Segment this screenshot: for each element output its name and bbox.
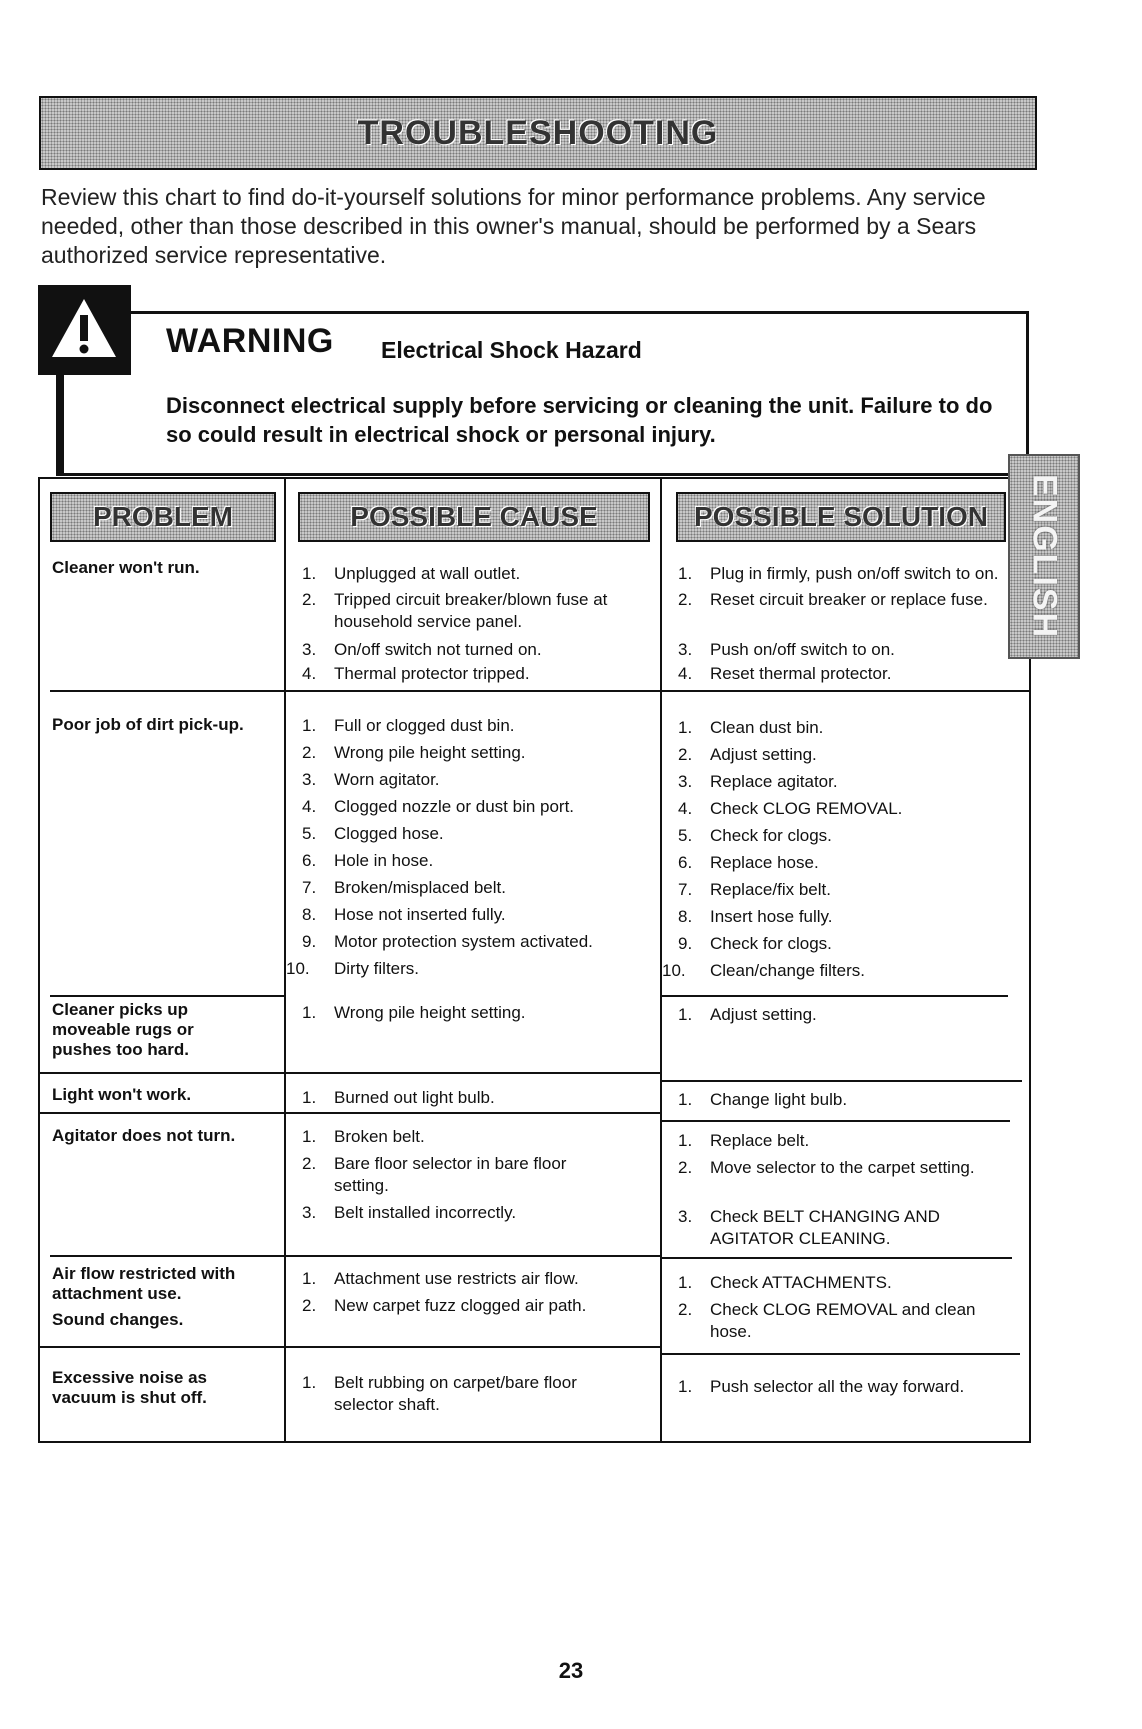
list-item-text: Worn agitator.: [334, 770, 440, 789]
list-item-number: 6.: [678, 853, 693, 872]
list-item: [678, 639, 1018, 661]
list-item: [302, 589, 642, 633]
list-item-number: 7.: [678, 880, 693, 899]
list-item: [302, 1268, 642, 1290]
problem-cell: Poor job of dirt pick-up.: [52, 715, 244, 734]
warning-triangle-icon: [50, 297, 118, 359]
list-item: [678, 798, 1018, 820]
list-item-text: Push on/off switch to on.: [710, 640, 895, 659]
list-item-number: 4.: [302, 664, 317, 683]
list-item-text: Replace belt.: [710, 1131, 810, 1150]
list-item-number: 9.: [678, 934, 693, 953]
warning-title: WARNING: [166, 322, 334, 360]
list-item: [678, 589, 1018, 611]
list-item: [302, 1295, 642, 1317]
row-divider: [660, 1353, 1020, 1355]
list-item-text: Check for clogs.: [710, 934, 832, 953]
list-item: [302, 715, 642, 737]
problem-cell: Light won't work.: [52, 1085, 192, 1104]
row-divider: [660, 995, 1008, 997]
problem-extra-text: Sound changes.: [52, 1310, 184, 1329]
list-item-text: Check CLOG REMOVAL and clean hose.: [710, 1300, 976, 1341]
row-divider: [50, 690, 284, 692]
row-divider: [50, 995, 284, 997]
problem-cell: Cleaner picks up moveable rugs or pushes too hard.: [52, 1000, 194, 1059]
list-item: [302, 1002, 642, 1024]
row-divider: [38, 1072, 660, 1074]
row-divider: [50, 1255, 284, 1257]
list-item: [678, 1299, 988, 1343]
list-item-text: On/off switch not turned on.: [334, 640, 542, 659]
list-item: [678, 663, 1018, 685]
solution-list: [678, 1272, 988, 1343]
problem-cell: Excessive noise as vacuum is shut off.: [52, 1368, 208, 1407]
list-item: [678, 852, 1018, 874]
warning-tab: [38, 285, 131, 375]
list-item-text: Broken belt.: [334, 1127, 425, 1146]
list-item-number: 2.: [302, 1154, 317, 1173]
list-item-text: Check BELT CHANGING AND AGITATOR CLEANING.: [710, 1207, 940, 1248]
intro-text: Review this chart to find do-it-yourself solutions for minor performance problems. Any service needed, other than those described in this owner's manual, should be performed by a Sears authorized service representative.: [41, 184, 986, 268]
list-item: [678, 1089, 1018, 1111]
list-item: [302, 639, 642, 661]
list-item: [678, 933, 1018, 955]
list-item-text: Dirty filters.: [334, 959, 419, 978]
list-item-number: 1.: [302, 1003, 317, 1022]
list-item-number: 1.: [302, 1373, 317, 1392]
list-item: [302, 796, 642, 818]
list-item: [302, 1087, 642, 1109]
list-item-number: 3.: [302, 1203, 317, 1222]
list-item-number: 3.: [678, 640, 693, 659]
list-item-number: 2.: [678, 1158, 693, 1177]
list-item-number: 7.: [302, 878, 317, 897]
header-problem-label: PROBLEM: [93, 501, 233, 532]
row-divider: [660, 1257, 1012, 1259]
list-item-text: Belt rubbing on carpet/bare floor selector shaft.: [334, 1373, 577, 1414]
list-item-text: Check CLOG REMOVAL.: [710, 799, 903, 818]
list-item: [662, 960, 1018, 982]
list-item: [302, 1372, 602, 1416]
list-item-text: Reset thermal protector.: [710, 664, 892, 683]
list-item-text: Push selector all the way forward.: [710, 1377, 965, 1396]
row-divider: [660, 1120, 1010, 1122]
list-item-number: 5.: [302, 824, 317, 843]
header-cause-label: POSSIBLE CAUSE: [350, 501, 598, 532]
list-item: [302, 769, 642, 791]
header-solution-label: POSSIBLE SOLUTION: [693, 501, 989, 532]
list-item-number: 1.: [302, 1269, 317, 1288]
problem-cell: [52, 1264, 252, 1330]
row-divider: [38, 1112, 660, 1114]
list-item-text: Check for clogs.: [710, 826, 832, 845]
solution-list: [678, 1130, 1008, 1250]
list-item: [678, 906, 1018, 928]
list-item-number: 3.: [678, 1207, 693, 1226]
cause-list: [302, 563, 642, 685]
list-item-number: 1.: [678, 1090, 693, 1109]
list-item-number: 2.: [678, 745, 693, 764]
language-tab: [1008, 454, 1080, 659]
list-item-number: 1.: [302, 1127, 317, 1146]
list-item-number: 10.: [662, 961, 686, 980]
list-item-text: Plug in firmly, push on/off switch to on.: [710, 564, 999, 583]
list-item-number: 1.: [678, 1377, 693, 1396]
list-item-number: 2.: [678, 1300, 693, 1319]
list-item-text: Replace hose.: [710, 853, 819, 872]
list-item-number: 1.: [678, 1131, 693, 1150]
list-item-number: 1.: [678, 1005, 693, 1024]
list-item-text: Check ATTACHMENTS.: [710, 1273, 892, 1292]
solution-list: [662, 717, 1018, 982]
cause-list: [302, 1087, 642, 1109]
list-item-text: Clean/change filters.: [710, 961, 865, 980]
solution-list: [678, 1089, 1018, 1111]
list-item: [302, 931, 642, 953]
row-divider: [286, 690, 1030, 692]
list-item-text: Reset circuit breaker or replace fuse.: [710, 590, 988, 609]
language-tab-label: ENGLISH: [1025, 473, 1064, 640]
list-item: [302, 663, 642, 685]
list-item: [678, 1157, 1008, 1179]
list-item: [678, 771, 1018, 793]
list-item-number: 1.: [678, 564, 693, 583]
page-title: TROUBLESHOOTING: [357, 113, 719, 152]
list-item-text: Unplugged at wall outlet.: [334, 564, 521, 583]
cause-list: [302, 1268, 642, 1317]
cause-list: [302, 1002, 642, 1024]
list-item: [678, 1130, 1008, 1152]
list-item-text: Change light bulb.: [710, 1090, 848, 1109]
list-item-text: Replace/fix belt.: [710, 880, 831, 899]
list-item-text: Clean dust bin.: [710, 718, 824, 737]
list-item: [678, 744, 1018, 766]
list-item: [678, 825, 1018, 847]
list-item: [302, 1202, 602, 1224]
list-item-text: Hole in hose.: [334, 851, 434, 870]
list-item: [678, 1004, 1018, 1026]
problem-cell: Cleaner won't run.: [52, 558, 200, 577]
list-item-text: Wrong pile height setting.: [334, 1003, 526, 1022]
list-item: [678, 1376, 1018, 1398]
row-divider: [286, 1255, 660, 1257]
list-item-text: Hose not inserted fully.: [334, 905, 506, 924]
list-item: [286, 958, 642, 980]
list-item-number: 4.: [678, 799, 693, 818]
list-item-text: Adjust setting.: [710, 745, 817, 764]
row-divider: [38, 1346, 660, 1348]
list-item-number: 3.: [302, 770, 317, 789]
row-divider: [660, 1080, 1022, 1082]
list-item: [302, 742, 642, 764]
list-item-text: Motor protection system activated.: [334, 932, 593, 951]
title-bar: [39, 96, 1037, 170]
cause-list: [302, 1126, 602, 1224]
solution-list: [678, 1004, 1018, 1026]
list-item: [678, 879, 1018, 901]
cause-list: [302, 1372, 602, 1416]
list-item-number: 1.: [678, 1273, 693, 1292]
list-item-text: Tripped circuit breaker/blown fuse at household service panel.: [334, 590, 608, 631]
list-item-text: Thermal protector tripped.: [334, 664, 530, 683]
list-item-number: 1.: [302, 564, 317, 583]
list-item: [678, 1206, 990, 1250]
list-item-number: 10.: [286, 959, 310, 978]
list-item-number: 8.: [678, 907, 693, 926]
list-item-text: Move selector to the carpet setting.: [710, 1158, 975, 1177]
list-item-number: 2.: [302, 590, 317, 609]
list-item-number: 1.: [678, 718, 693, 737]
list-item-number: 6.: [302, 851, 317, 870]
list-item: [302, 877, 642, 899]
list-item-text: Clogged hose.: [334, 824, 444, 843]
list-item-text: Belt installed incorrectly.: [334, 1203, 517, 1222]
list-item-text: Clogged nozzle or dust bin port.: [334, 797, 575, 816]
list-item: [302, 850, 642, 872]
warning-message: Disconnect electrical supply before servicing or cleaning the unit. Failure to do so could result in electrical shock or personal injury.: [166, 393, 993, 447]
list-item-number: 3.: [302, 640, 317, 659]
solution-list: [678, 563, 1018, 685]
list-item-text: Attachment use restricts air flow.: [334, 1269, 579, 1288]
list-item-number: 4.: [678, 664, 693, 683]
list-item-number: 9.: [302, 932, 317, 951]
list-item-text: Burned out light bulb.: [334, 1088, 495, 1107]
warning-subtitle: Electrical Shock Hazard: [381, 337, 642, 363]
list-item: [302, 1126, 602, 1148]
list-item-text: Full or clogged dust bin.: [334, 716, 515, 735]
list-item-number: 2.: [302, 743, 317, 762]
list-item: [302, 904, 642, 926]
list-item: [678, 563, 1018, 585]
list-item-number: 2.: [678, 590, 693, 609]
list-item-text: Insert hose fully.: [710, 907, 833, 926]
header-problem: [50, 492, 276, 542]
list-item-text: New carpet fuzz clogged air path.: [334, 1296, 587, 1315]
list-item-text: Bare floor selector in bare floor setting.: [334, 1154, 567, 1195]
list-item-text: Broken/misplaced belt.: [334, 878, 506, 897]
list-item-number: 2.: [302, 1296, 317, 1315]
problem-text: Air flow restricted with attachment use.: [52, 1264, 236, 1303]
list-item: [678, 1272, 988, 1294]
list-item: [678, 717, 1018, 739]
list-item: [302, 823, 642, 845]
page-number: 23: [558, 1658, 584, 1683]
solution-list: [678, 1376, 1018, 1398]
list-item-number: 3.: [678, 772, 693, 791]
list-item-number: 1.: [302, 1088, 317, 1107]
list-item-number: 4.: [302, 797, 317, 816]
header-cause: [298, 492, 650, 542]
list-item-text: Adjust setting.: [710, 1005, 817, 1024]
list-item-number: 1.: [302, 716, 317, 735]
list-item-number: 8.: [302, 905, 317, 924]
list-item-text: Replace agitator.: [710, 772, 838, 791]
header-solution: [676, 492, 1006, 542]
problem-cell: Agitator does not turn.: [52, 1126, 236, 1145]
list-item-number: 5.: [678, 826, 693, 845]
cause-list: [286, 715, 642, 980]
list-item: [302, 563, 642, 585]
list-item-text: Wrong pile height setting.: [334, 743, 526, 762]
list-item: [302, 1153, 602, 1197]
